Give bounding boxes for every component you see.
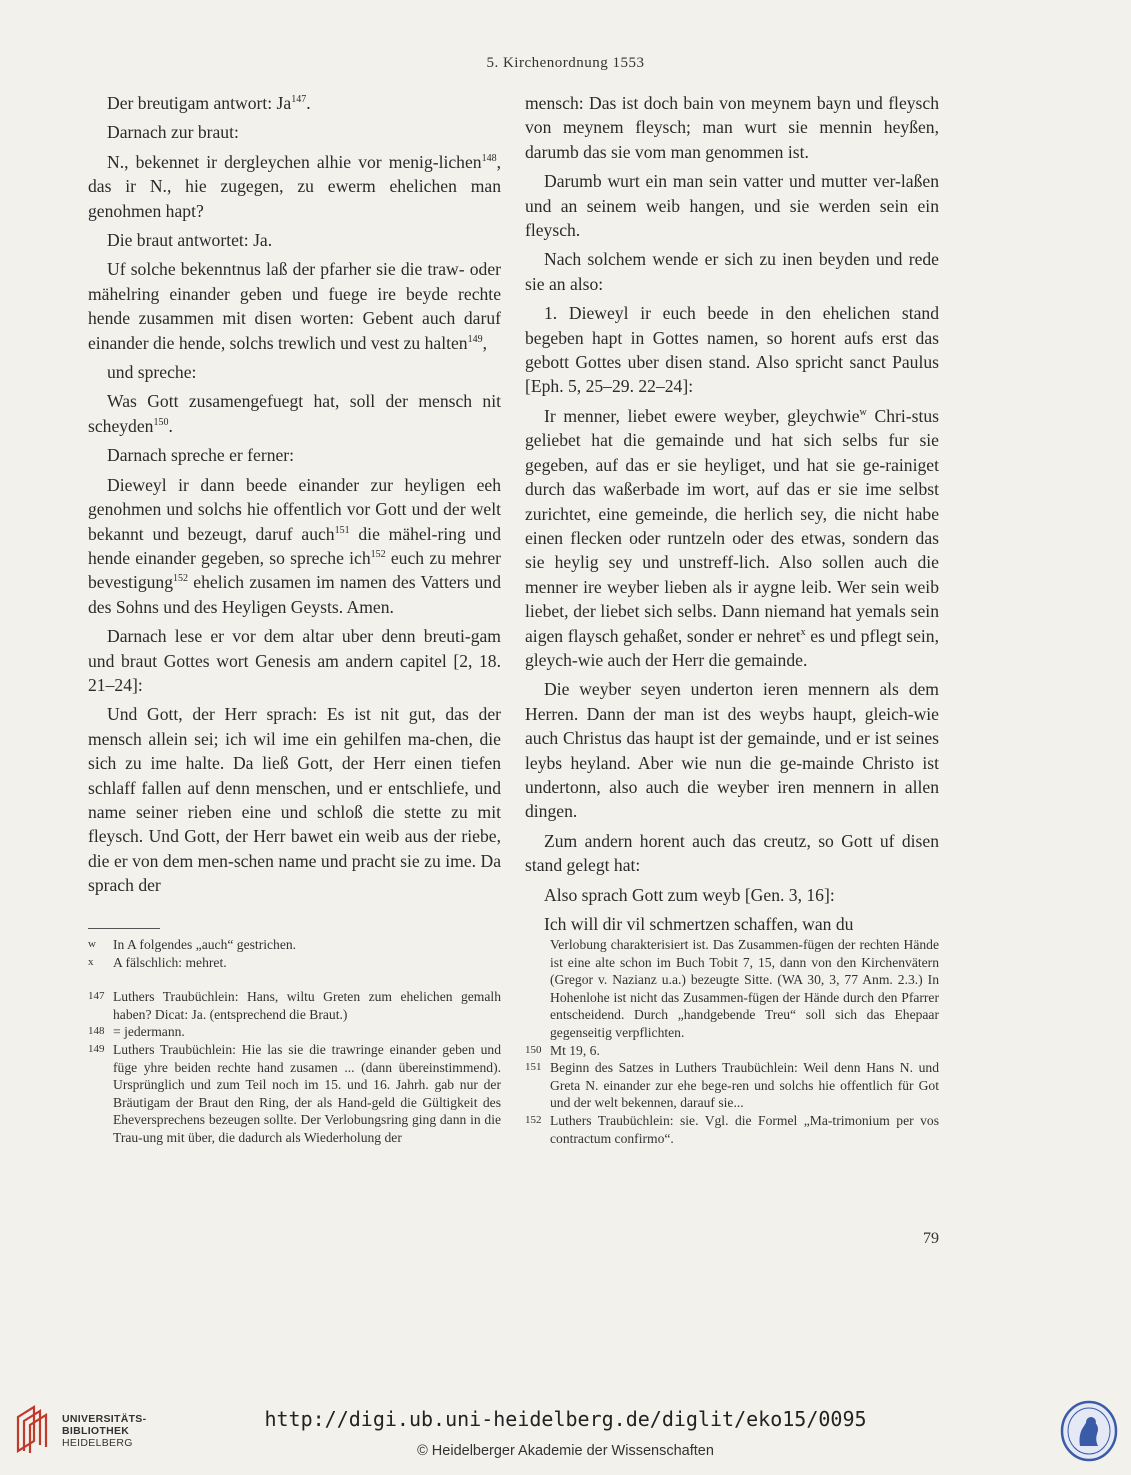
right-text-column [525,91,939,941]
paragraph: Uf solche bekenntnus laß der pfarher sie die traw- oder mähelring einander geben und fuege ire beyde rechte hende zusammen mit disen worten: Gebent auch daruf einander die hende, solchs trewlich und vest zu halten$^{149}$, [88,259,501,353]
footnotes-left [88,936,501,1147]
footnote-reference: 152 [370,548,386,560]
footnotes-right [525,936,939,1147]
footnote-gap [88,971,501,988]
footnote-separator [88,928,160,929]
paragraph: Darnach zur braut: [107,122,239,143]
academy-seal-icon [1060,1400,1118,1462]
paragraph: Der breutigam antwort: Ja$^{147}$. [107,93,311,113]
paragraph: Darnach spreche er ferner: [107,445,295,466]
paragraph: Nach solchem wende er sich zu inen beyden und rede sie an also: [525,249,939,294]
library-name-line3: HEIDELBERG [62,1437,133,1449]
paragraph: mensch: Das ist doch bain von meynem bayn und fleysch von meynem fleysch; man wurt sie mennin heyßen, darumb das sie vom man genommen ist. [525,93,939,162]
footnote-reference: 150 [153,416,169,428]
footnote-reference: 151 [334,524,350,536]
footnote-mark: 148 [88,1025,105,1038]
footnote: 147 Luthers Traubüchlein: Hans, wiltu Greten zum ehelichen gemalh haben? Dicat: Ja. (entsprechend die Braut.) [88,989,501,1022]
footnote-mark: 150 [525,1043,542,1056]
paragraph: 1. Dieweyl ir euch beede in den ehelichen stand begeben hapt in Gottes namen, so horent aufs erst das gebott Gottes uber disen stand. Also spricht sanct Paulus [Eph. 5, 25–29. 22–24]: [525,303,939,397]
footnote-mark: 147 [88,990,105,1003]
footnote-mark: 151 [525,1061,542,1074]
library-name-line1: UNIVERSITÄTS- [62,1413,147,1425]
footnote-reference: 152 [173,573,189,585]
footnote-reference: 147 [291,94,307,105]
left-text-column [88,91,501,903]
paragraph: und spreche: [107,362,197,383]
footnote: 150 Mt 19, 6. [525,1042,600,1058]
paragraph: Darumb wurt ein man sein vatter und mutter ver-laßen und an seinem weib hangen, und sie werden sein ein fleysch. [525,171,939,241]
paragraph: Dieweyl ir dann beede einander zur heyligen eeh genohmen und solchs hie offentlich vor Gott und der welt bekannt und bezeugt, daruf auch$^{151}$ die mähel-ring und hende einander gegeben, so spreche ich$^{152}$ euch zu mehrer bevestigung$^{152}$ ehelich zusamen im namen des Vatters und des Sohns und des Heyligen Geysts. Amen. [88,474,501,617]
footnote-mark: x [88,955,94,968]
footnote: 148 = jedermann. [88,1024,185,1040]
footnote-reference: 149 [467,333,483,345]
page-number: 79 [923,1230,939,1247]
library-name-line2: BIBLIOTHEK [62,1425,130,1437]
footnote-reference: 148 [481,152,497,164]
footnote: Verlobung charakterisiert ist. Das Zusammen-fügen der rechten Hände ist eine alte schon im Buch Tobit 7, 15, dann von den Kirchenvätern (Gregor v. Nazianz u.a.) bezeugte Sitte. (WA 30, 3, 77 Anm. 2.3.) In Hohenlohe ist nicht das Zusammen-fügen der Hände durch den Pfarrer entscheidend. Durch „handgebende Treu“ soll sich das Ehepaar gegenseitig verpflichten. [550,937,939,1040]
viewer-footer [0,1385,1131,1475]
footnote-reference: w [859,406,867,418]
footnote: w In A folgendes „auch“ gestrichen. [88,937,297,952]
paragraph: Zum andern horent auch das creutz, so Gott uf disen stand gelegt hat: [525,830,939,876]
running-header: 5. Kirchenordnung 1553 [486,55,645,71]
footnote: 149 Luthers Traubüchlein: Hie las sie die trawringe einander geben und füge yhre beiden rechte hand zusamen ... (dann übereinstimmend). Ursprünglich und zum Teil noch im 15. und 16. Jahrh. gab nur der Bräutigam der Braut den Ring, der als Hand-geld die Gültigkeit des Eheversprechens bezeugen sollte. Der Verlobungsring ging dann in die Trau-ung mit über, die dadurch als Wiederholung der [88,1041,501,1145]
paragraph: Die braut antwortet: Ja. [107,230,273,251]
paragraph: Ir menner, liebet ewere weyber, gleychwie$^w$ Chri-stus geliebet hat die gemainde und hat sich selbs fur sie gegeben, auf das er sie heyliget, und hat sie ge-rainiget durch das waßerbade im wort, auf das er sie ime selbst zurichtet, eine gemeinde, die herlich sey, die nicht habe einen flecken oder runtzeln oder des etwas, sondern das sie heylig sey und unstreff-lich. Also sollen auch die menner ire weyber lieben als ir aygne leib. Wer sein weib liebet, der liebet sich selbs. Dann niemand hat yemals sein aigen flaysch gehaßet, sonder er nehret$^x$ es und pflegt sein, gleych-wie auch der Herr die gemainde. [525,405,940,670]
paragraph: Ich will dir vil schmertzen schaffen, wan du [544,914,854,934]
paragraph: Also sprach Gott zum weyb [Gen. 3, 16]: [544,884,835,905]
footnote-mark: w [88,938,96,950]
paragraph: Und Gott, der Herr sprach: Es ist nit gut, das der mensch allein sei; ich wil ime ein gehilfen ma-chen, die sich zu ime halte. Da ließ Gott, der Herr einen tiefen schlaff fallen auf denn menschen, und er entschliefe, und name seiner rieben eine und schloß die stette zu mit fleysch. Und Gott, der Herr bawet ein weib aus der riebe, die er von dem men-schen name und pracht sie zu ime. Da sprach der [88,704,501,896]
paragraph: N., bekennet ir dergleychen alhie vor menig-lichen$^{148}$, das ir N., hie zugegen, zu ewerm ehelichen man genohmen hapt? [88,151,501,221]
paragraph: Was Gott zusamengefuegt hat, soll der mensch nit scheyden$^{150}$. [88,391,501,436]
footnote-mark: 152 [525,1113,542,1126]
footnote-reference: x [800,626,806,638]
footnote: x A fälschlich: mehret. [88,954,227,970]
permalink-url[interactable]: http://digi.ub.uni-heidelberg.de/diglit/eko15/0095 [264,1407,867,1431]
footnote-mark: 149 [88,1042,105,1055]
paragraph: Die weyber seyen underton ieren mennern als dem Herren. Dann der man ist des weybs haupt, gleich-wie auch Christus das haupt ist der gemainde, und er ist seines leybs heyland. Aber wie nun die ge-mainde Christo ist undertonn, also auch die weyber iren mennern in allen dingen. [525,679,939,822]
footnote: 152 Luthers Traubüchlein: sie. Vgl. die Formel „Ma-trimonium per vos contractum confirmo“. [525,1112,939,1146]
footnote: 151 Beginn des Satzes in Luthers Traubüchlein: Weil denn Hans N. und Greta N. einander zur ehe bege-ren und solchs hie offentlich für Got und der welt bekennen, darauf sie... [525,1060,939,1111]
copyright-notice: © Heidelberger Akademie der Wissenschaften [417,1443,714,1459]
paragraph: Darnach lese er vor dem altar uber denn breuti-gam und braut Gottes wort Genesis am andern capitel [2, 18. 21–24]: [88,626,501,695]
